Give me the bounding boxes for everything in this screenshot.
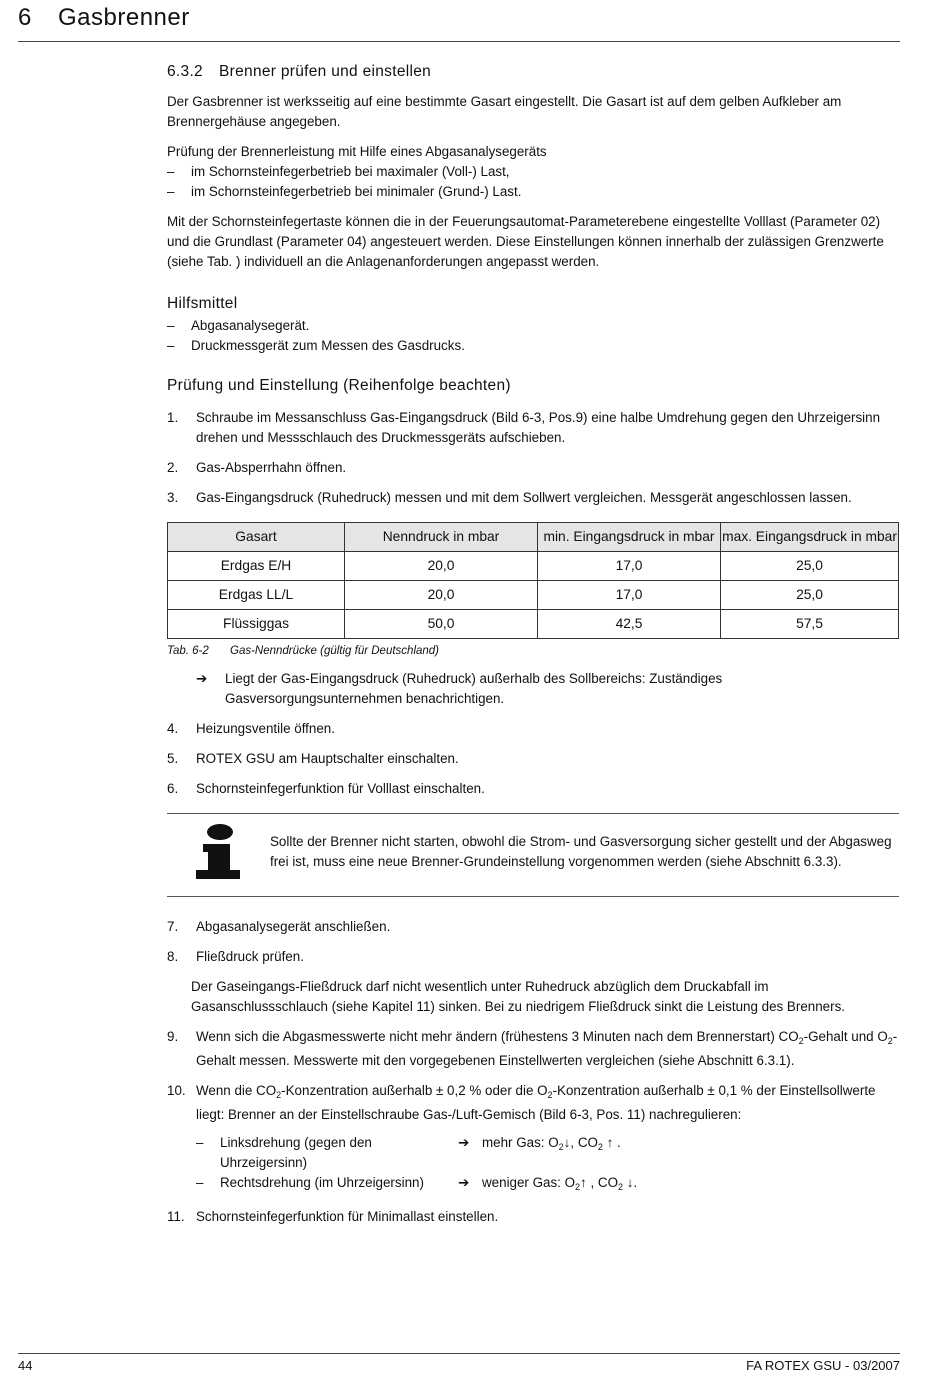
arrow-right-icon: ➔ [458, 1135, 470, 1150]
step-item: 4. Heizungsventile öffnen. [167, 721, 335, 736]
page-content [167, 62, 899, 1227]
table-header-cell: min. Eingangsdruck in mbar [538, 523, 721, 552]
arrow-note [167, 669, 899, 709]
step-item: 8. Fließdruck prüfen. [167, 949, 304, 964]
footer-rule [18, 1353, 900, 1354]
info-icon [167, 814, 270, 880]
list-item: – Linksdrehung (gegen den Uhrzeigersinn) ➔ mehr Gas: $O_2↓$, $CO_2$ ↑ . [196, 1133, 899, 1173]
step-item: 11. Schornsteinfegerfunktion für Minimallast einstellen. [167, 1209, 499, 1224]
schornstein-paragraph: Mit der Schornsteinfegertaste können die in der Feuerungsautomat-Parameterebene eingestellte Volllast (Parameter 02) und die Grundlast (Parameter 04) angesteuert werden. Diese Einstellungen können innerhalb der zulässigen Grenzwerte (siehe Tab. ) individuell an die Anlagenanforderungen angepasst werden. [167, 214, 884, 269]
gas-pressure-table [167, 522, 899, 639]
info-box [167, 813, 899, 897]
steps-heading: Prüfung und Einstellung (Reihenfolge beachten) [167, 377, 511, 394]
table-header-cell: max. Eingangsdruck in mbar [721, 523, 899, 552]
step-item: 1. Schraube im Messanschluss Gas-Eingangsdruck (Bild 6-3, Pos.9) eine halbe Umdrehung gegen den Uhrzeigersinn drehen und Messschlauch des Druckmessgeräts aufschieben. [167, 410, 881, 445]
header-rule [18, 41, 900, 42]
section-heading [167, 62, 899, 82]
list-item: – Abgasanalysegerät. [167, 318, 310, 333]
chapter-number: 6 [18, 4, 32, 31]
step-item: 2. Gas-Absperrhahn öffnen. [167, 460, 347, 475]
info-text: Sollte der Brenner nicht starten, obwohl die Strom- und Gasversorgung sicher gestellt und der Abgasweg frei ist, muss eine neue Brenner-Grundeinstellung vorgenommen werden (siehe Abschnitt 6.3.3). [270, 834, 892, 869]
step-item: 6. Schornsteinfegerfunktion für Volllast einschalten. [167, 781, 485, 796]
table-row: Erdgas E/H 20,0 17,0 25,0 [168, 552, 899, 581]
document-id: FA ROTEX GSU - 03/2007 [746, 1358, 900, 1373]
table-header-cell: Nenndruck in mbar [345, 523, 538, 552]
list-item: – im Schornsteinfegerbetrieb bei maximaler (Voll-) Last, [167, 164, 510, 179]
adjustment-list [167, 1133, 899, 1197]
list-item: – im Schornsteinfegerbetrieb bei minimaler (Grund-) Last. [167, 184, 522, 199]
list-item: – Rechtsdrehung (im Uhrzeigersinn) ➔ weniger Gas: $O_2↑$ , $CO_2$ ↓. [196, 1173, 899, 1197]
section-title: Brenner prüfen und einstellen [219, 63, 432, 80]
chapter-title: Gasbrenner [58, 4, 190, 31]
caption-number: Tab. 6-2 [167, 645, 209, 657]
list-item: – Druckmessgerät zum Messen des Gasdrucks. [167, 338, 465, 353]
table-header-row [168, 523, 899, 552]
step-item: 9. Wenn sich die Abgasmesswerte nicht mehr ändern (frühestens 3 Minuten nach dem Brennerstart) $CO_2$-Gehalt und $O_2$-Gehalt messen. Messwerte mit den vorgegebenen Einstellwerten vergleichen (siehe Abschnitt 6.3.1). [167, 1029, 898, 1068]
section-number: 6.3.2 [167, 63, 203, 80]
table-header-cell: Gasart [168, 523, 345, 552]
caption-text: Gas-Nenndrücke (gültig für Deutschland) [230, 645, 440, 657]
table-row: Erdgas LL/L 20,0 17,0 25,0 [168, 581, 899, 610]
step-item: 3. Gas-Eingangsdruck (Ruhedruck) messen und mit dem Sollwert vergleichen. Messgerät angeschlossen lassen. [167, 490, 852, 505]
step8-detail: Der Gaseingangs-Fließdruck darf nicht wesentlich unter Ruhedruck abzüglich dem Druckabfall im Gasanschlussschlauch (siehe Kapitel 11) sinken. Bei zu niedrigem Fließdruck sinkt die Leistung des Brenners. [191, 979, 845, 1014]
arrow-note-text: Liegt der Gas-Eingangsdruck (Ruhedruck) außerhalb des Sollbereichs: Zuständiges Gasversorgungsunternehmen benachrichtigen. [225, 671, 723, 706]
pruefung-lead: Prüfung der Brennerleistung mit Hilfe eines Abgasanalysegeräts [167, 144, 547, 159]
step-item: 5. ROTEX GSU am Hauptschalter einschalten. [167, 751, 459, 766]
hilfsmittel-heading: Hilfsmittel [167, 295, 238, 312]
page-number: 44 [18, 1358, 33, 1373]
step-item: 7. Abgasanalysegerät anschließen. [167, 919, 391, 934]
intro-paragraph: Der Gasbrenner ist werksseitig auf eine bestimmte Gasart eingestellt. Die Gasart ist auf dem gelben Aufkleber am Brennergehäuse angegeben. [167, 94, 842, 129]
arrow-right-icon: ➔ [196, 671, 208, 686]
chapter-header [18, 4, 190, 32]
arrow-right-icon: ➔ [458, 1175, 470, 1190]
table-caption [167, 641, 899, 661]
step-item: 10. Wenn die $CO_2$-Konzentration außerhalb ± 0,2 % oder die $O_2$-Konzentration außerhalb ± 0,1 % der Einstellsollwerte liegt: Brenner an der Einstellschraube Gas-/Luft-Gemisch (Bild 6-3, Pos. 11) nachregulieren: [167, 1083, 876, 1122]
table-row: Flüssiggas 50,0 42,5 57,5 [168, 610, 899, 639]
